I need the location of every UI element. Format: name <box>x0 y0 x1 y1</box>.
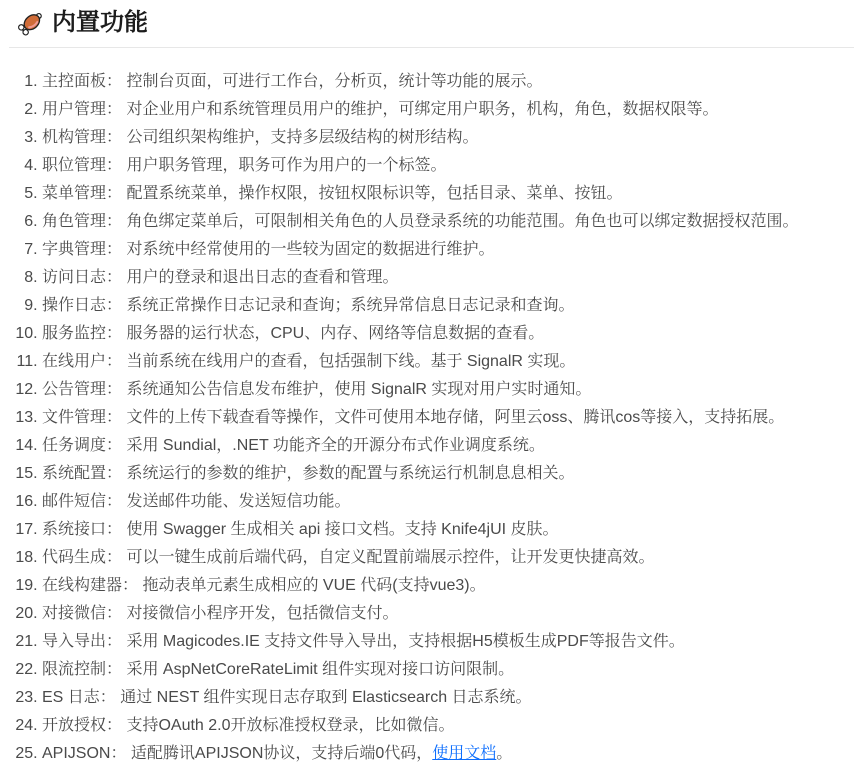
feature-list-item: 15. 系统配置： 系统运行的参数的维护，参数的配置与系统运行机制息息相关。 <box>42 460 854 488</box>
feature-list-item: 9. 操作日志： 系统正常操作日志记录和查询；系统异常信息日志记录和查询。 <box>42 292 854 320</box>
feature-list-item: 1. 主控面板： 控制台页面，可进行工作台，分析页，统计等功能的展示。 <box>42 68 854 96</box>
feature-list-item: 7. 字典管理： 对系统中经常使用的一些较为固定的数据进行维护。 <box>42 236 854 264</box>
feature-list-item: 18. 代码生成： 可以一键生成前后端代码，自定义配置前端展示控件，让开发更快捷高效。 <box>42 544 854 572</box>
feature-list-item: 12. 公告管理： 系统通知公告信息发布维护，使用 SignalR 实现对用户实时通知。 <box>42 376 854 404</box>
feature-list-item: 19. 在线构建器： 拖动表单元素生成相应的 VUE 代码(支持vue3)。 <box>42 572 854 600</box>
feature-list-item: 25. APIJSON： 适配腾讯APIJSON协议，支持后端0代码，使用文档。 <box>42 740 854 768</box>
feature-list-item: 23. ES 日志： 通过 NEST 组件实现日志存取到 Elasticsearch 日志系统。 <box>42 684 854 712</box>
feature-list <box>9 68 854 768</box>
page-title <box>9 6 854 48</box>
feature-list-item: 8. 访问日志： 用户的登录和退出日志的查看和管理。 <box>42 264 854 292</box>
usage-doc-link[interactable]: 使用文档 <box>432 745 497 762</box>
feature-list-item: 24. 开放授权： 支持OAuth 2.0开放标准授权登录，比如微信。 <box>42 712 854 740</box>
meat-on-bone-icon <box>17 9 45 37</box>
feature-list-item: 22. 限流控制： 采用 AspNetCoreRateLimit 组件实现对接口访问限制。 <box>42 656 854 684</box>
feature-list-item: 11. 在线用户： 当前系统在线用户的查看，包括强制下线。基于 SignalR 实现。 <box>42 348 854 376</box>
feature-list-item: 4. 职位管理： 用户职务管理，职务可作为用户的一个标签。 <box>42 152 854 180</box>
feature-list-item: 10. 服务监控： 服务器的运行状态，CPU、内存、网络等信息数据的查看。 <box>42 320 854 348</box>
feature-list-item: 5. 菜单管理： 配置系统菜单，操作权限，按钮权限标识等，包括目录、菜单、按钮。 <box>42 180 854 208</box>
feature-list-item: 20. 对接微信： 对接微信小程序开发，包括微信支付。 <box>42 600 854 628</box>
feature-list-item: 6. 角色管理： 角色绑定菜单后，可限制相关角色的人员登录系统的功能范围。角色也可以绑定数据授权范围。 <box>42 208 854 236</box>
feature-list-item: 16. 邮件短信： 发送邮件功能、发送短信功能。 <box>42 488 854 516</box>
feature-list-item: 3. 机构管理： 公司组织架构维护，支持多层级结构的树形结构。 <box>42 124 854 152</box>
feature-list-item: 17. 系统接口： 使用 Swagger 生成相关 api 接口文档。支持 Knife4jUI 皮肤。 <box>42 516 854 544</box>
feature-list-item: 13. 文件管理： 文件的上传下载查看等操作，文件可使用本地存储，阿里云oss、腾讯cos等接入，支持拓展。 <box>42 404 854 432</box>
feature-list-item: 14. 任务调度： 采用 Sundial，.NET 功能齐全的开源分布式作业调度系统。 <box>42 432 854 460</box>
feature-list-item: 2. 用户管理： 对企业用户和系统管理员用户的维护，可绑定用户职务，机构，角色，数据权限等。 <box>42 96 854 124</box>
feature-list-item: 21. 导入导出： 采用 Magicodes.IE 支持文件导入导出，支持根据H5模板生成PDF等报告文件。 <box>42 628 854 656</box>
page-title-text: 内置功能 <box>52 9 148 36</box>
